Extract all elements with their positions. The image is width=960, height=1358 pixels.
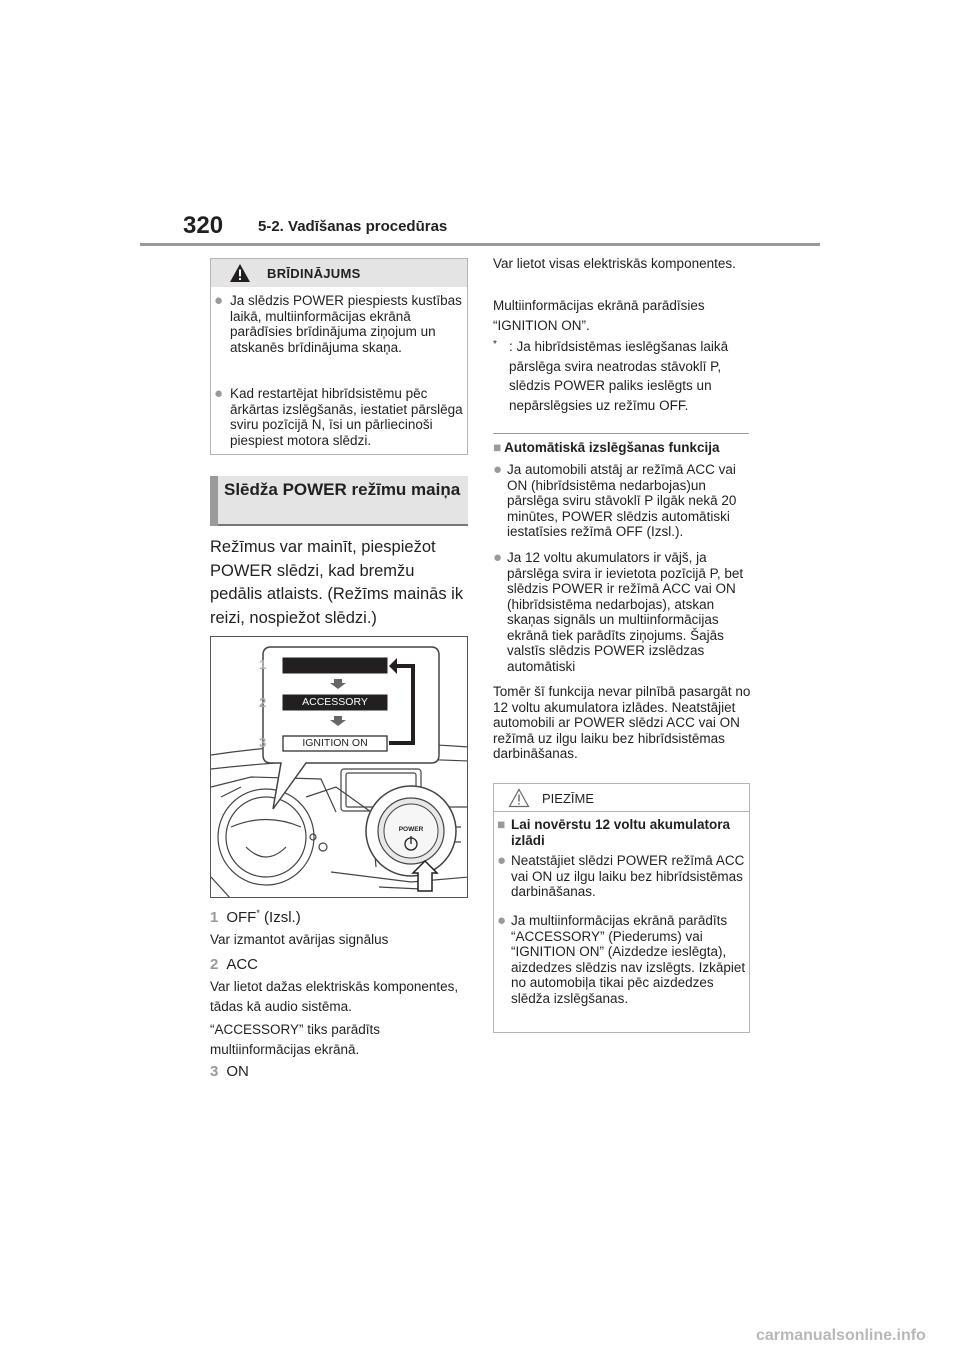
warning-bullet-text: Kad restartējat hibrīdsistēmu pēc ārkārtas izslēgšanās, iestatiet pārslēga sviru pozīcijā N, īsi un pārliecinoši piespiest motora slēdzi. bbox=[230, 386, 463, 448]
footnote-text: : Ja hibrīdsistēmas ieslēgšanas laikā pārslēga svira neatrodas stāvoklī P, slēdzis POWER paliks ieslēgts un nepārslēgsies uz režīmu OFF. bbox=[509, 339, 729, 413]
mode-desc: Var izmantot avārijas signālus bbox=[210, 932, 389, 947]
section-heading-text: Slēdža POWER režīmu maiņa bbox=[224, 480, 461, 499]
square-bullet-icon: ■ bbox=[497, 817, 506, 832]
dashboard-drawing bbox=[211, 637, 468, 898]
auto-off-bullet bbox=[493, 462, 755, 540]
mode-item-off bbox=[210, 908, 301, 926]
mode-label: OFF bbox=[226, 909, 257, 926]
power-button-label: POWER bbox=[398, 826, 424, 833]
warning-header bbox=[211, 259, 467, 287]
step-number-3: 3 bbox=[259, 735, 267, 750]
warning-triangle-icon bbox=[229, 263, 251, 283]
bullet-dot-icon: ● bbox=[497, 912, 507, 929]
footnote-mark: * bbox=[256, 908, 260, 918]
mode-label-suffix: (Izsl.) bbox=[259, 909, 301, 926]
note-title: PIEZĪME bbox=[542, 791, 595, 806]
bullet-dot-icon: ● bbox=[493, 461, 503, 478]
on-desc: Multiinformācijas ekrānā parādīsies “IGNITION ON”. bbox=[493, 298, 705, 333]
auto-off-bullet-text: Ja automobili atstāj ar režīmā ACC vai ON (hibrīdsistēma nedarbojas)un pārslēga sviru stāvoklī P ilgāk nekā 20 minūtes, POWER slēdzis automātiski iestatīsies režīmā OFF (Izsl.). bbox=[507, 462, 737, 539]
note-header bbox=[494, 784, 749, 812]
step-label-3: IGNITION ON bbox=[302, 737, 368, 749]
warning-title: BRĪDINĀJUMS bbox=[267, 266, 361, 281]
warning-bullet-text: Ja slēdzis POWER piespiests kustības laikā, multiinformācijas ekrānā parādīsies brīdinājuma ziņojum un atskanēs brīdinājuma skaņa. bbox=[230, 293, 462, 355]
auto-off-heading-text: Automātiskā izslēgšanas funkcija bbox=[504, 440, 720, 455]
note-subheading-text: Lai novērstu 12 voltu akumulatora izlādi bbox=[511, 817, 731, 848]
mode-label: ON bbox=[226, 1063, 249, 1080]
note-bullet bbox=[497, 913, 747, 1006]
note-subheading bbox=[497, 817, 747, 848]
footnote bbox=[493, 337, 755, 415]
mode-number: 2 bbox=[210, 956, 219, 973]
footnote-mark: * bbox=[493, 339, 497, 350]
note-bullet-text: Neatstājiet slēdzi POWER režīmā ACC vai ON uz ilgu laiku bez hibrīdsistēmas darbināšanas. bbox=[511, 853, 745, 899]
warning-bullet bbox=[214, 293, 464, 355]
mode-label: ACC bbox=[226, 956, 259, 973]
auto-off-bullet bbox=[493, 550, 755, 674]
warning-box bbox=[210, 258, 468, 455]
step-number-2: 2 bbox=[259, 695, 267, 710]
section-heading bbox=[210, 476, 468, 526]
bullet-dot-icon: ● bbox=[214, 385, 224, 402]
square-bullet-icon: ■ bbox=[493, 440, 502, 455]
warning-bullet bbox=[214, 386, 464, 448]
section-title: 5-2. Vadīšanas procedūras bbox=[258, 218, 448, 235]
power-switch-illustration bbox=[210, 636, 468, 898]
mode-desc: “ACCESSORY” tiks parādīts multiinformācijas ekrānā. bbox=[210, 1022, 381, 1057]
bullet-dot-icon: ● bbox=[497, 852, 507, 869]
step-number-1: 1 bbox=[259, 657, 267, 672]
bullet-dot-icon: ● bbox=[493, 549, 503, 566]
on-desc: Var lietot visas elektriskās komponentes. bbox=[493, 256, 736, 271]
caution-triangle-icon bbox=[508, 788, 530, 808]
note-box bbox=[493, 783, 750, 1033]
page-number: 320 bbox=[183, 212, 224, 239]
mode-item-acc bbox=[210, 956, 258, 973]
mode-number: 1 bbox=[210, 909, 219, 926]
bullet-dot-icon: ● bbox=[214, 292, 224, 309]
note-bullet-text: Ja multiinformācijas ekrānā parādīts “ACCESSORY” (Piederums) vai “IGNITION ON” (Aizdedze ieslēgta), aizdedzes slēdzis nav izslēgts. Izkāpiet no automobiļa tikai pēc aizdedzes slēdža izslēgšanas. bbox=[511, 913, 746, 1006]
auto-off-paragraph: Tomēr šī funkcija nevar pilnībā pasargāt no 12 voltu akumulatora izlādes. Neatstājiet automobili ar POWER slēdzi ACC vai ON režīmā uz ilgu laiku bez hibrīdsistēmas darbināšanas. bbox=[493, 684, 751, 761]
mode-desc: Var lietot dažas elektriskās komponentes, tādas kā audio sistēma. bbox=[210, 979, 459, 1014]
auto-off-bullet-text: Ja 12 voltu akumulators ir vājš, ja pārslēga svira ir ievietota pozīcijā P, bet slēdzis POWER ir režīmā ACC vai ON (hibrīdsistēma nedarbojas), atskan skaņas signāls un multiinformācijas ekrānā tiek parādīts ziņojums. Šajās valstīs slēdzis POWER izslēdzas automātiski bbox=[507, 550, 744, 674]
mode-number: 3 bbox=[210, 1063, 219, 1080]
note-bullet bbox=[497, 853, 747, 900]
auto-off-heading bbox=[493, 440, 749, 455]
watermark: carmanualsonline.info bbox=[756, 1327, 926, 1344]
mode-item-on bbox=[210, 1063, 249, 1080]
subheading-divider bbox=[493, 433, 749, 434]
step-label-2: ACCESSORY bbox=[302, 696, 368, 708]
section-heading-bar bbox=[210, 476, 218, 526]
header-divider bbox=[140, 243, 820, 246]
intro-paragraph: Režīmus var mainīt, piespiežot POWER slēdzi, kad bremžu pedālis atlaists. (Režīms mainās ik reizi, nospiežot slēdzi.) bbox=[210, 538, 464, 627]
